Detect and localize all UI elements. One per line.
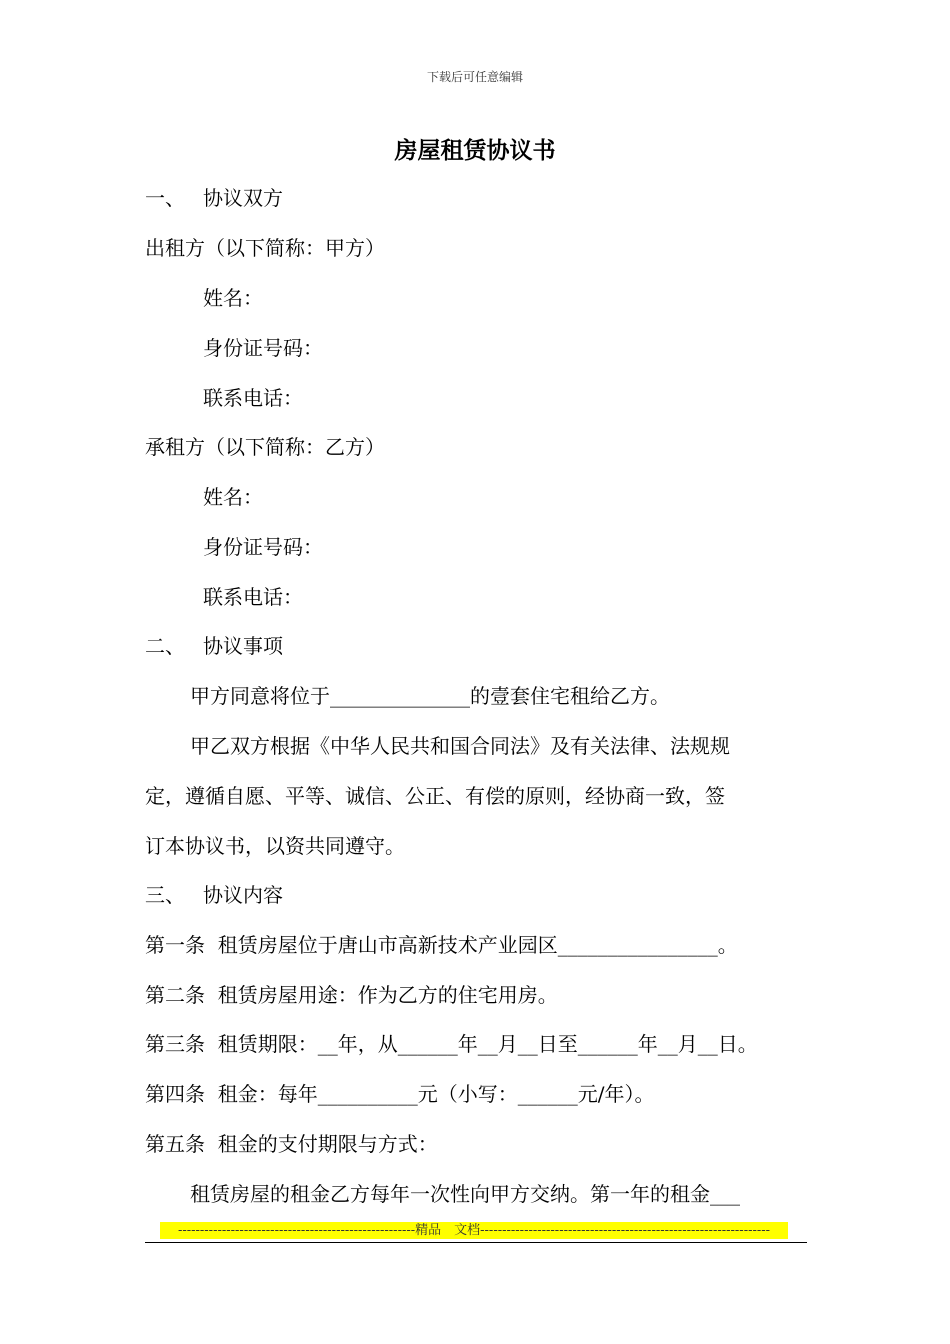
lessee-heading: 承租方（以下简称：乙方） bbox=[145, 435, 385, 459]
header-note: 下载后可任意编辑 bbox=[426, 70, 523, 84]
paragraph-basis-line2: 定，遵循自愿、平等、诚信、公正、有偿的原则，经协商一致，签 bbox=[145, 784, 725, 808]
section-heading-content bbox=[145, 881, 283, 909]
article-2: 第二条 租赁房屋用途：作为乙方的住宅用房。 bbox=[145, 983, 558, 1007]
paragraph-payment: 租赁房屋的租金乙方每年一次性向甲方交纳。第一年的租金___ bbox=[190, 1182, 740, 1206]
lessee-phone-field: 联系电话： bbox=[203, 585, 303, 609]
section-label: 协议事项 bbox=[203, 634, 283, 658]
article-5: 第五条 租金的支付期限与方式： bbox=[145, 1132, 438, 1156]
document-title: 房屋租赁协议书 bbox=[394, 137, 556, 164]
paragraph-location: 甲方同意将位于______________的壹套住宅租给乙方。 bbox=[190, 684, 670, 708]
article-3: 第三条 租赁期限：__年，从______年__月__日至______年__月__日。 bbox=[145, 1032, 758, 1056]
section-heading-parties bbox=[145, 184, 283, 212]
section-number: 二、 bbox=[145, 634, 185, 658]
footer-divider bbox=[145, 1242, 807, 1243]
section-heading-matters bbox=[145, 632, 283, 660]
section-number: 一、 bbox=[145, 186, 185, 210]
paragraph-basis-line1: 甲乙双方根据《中华人民共和国合同法》及有关法律、法规规 bbox=[190, 734, 730, 758]
article-4: 第四条 租金：每年__________元（小写：______元/年）。 bbox=[145, 1082, 655, 1106]
lessor-heading: 出租方（以下简称：甲方） bbox=[145, 236, 385, 260]
lessor-phone-field: 联系电话： bbox=[203, 386, 303, 410]
lessor-name-field: 姓名： bbox=[203, 286, 263, 310]
section-label: 协议内容 bbox=[203, 883, 283, 907]
article-1: 第一条 租赁房屋位于唐山市高新技术产业园区________________。 bbox=[145, 933, 738, 957]
paragraph-basis-line3: 订本协议书，以资共同遵守。 bbox=[145, 834, 405, 858]
lessor-id-field: 身份证号码： bbox=[203, 336, 323, 360]
footer-banner: ------------------------------------------------------精品 文档------------------------------------------------------------------ bbox=[160, 1222, 788, 1239]
lessee-name-field: 姓名： bbox=[203, 485, 263, 509]
section-label: 协议双方 bbox=[203, 186, 283, 210]
section-number: 三、 bbox=[145, 883, 185, 907]
lessee-id-field: 身份证号码： bbox=[203, 535, 323, 559]
